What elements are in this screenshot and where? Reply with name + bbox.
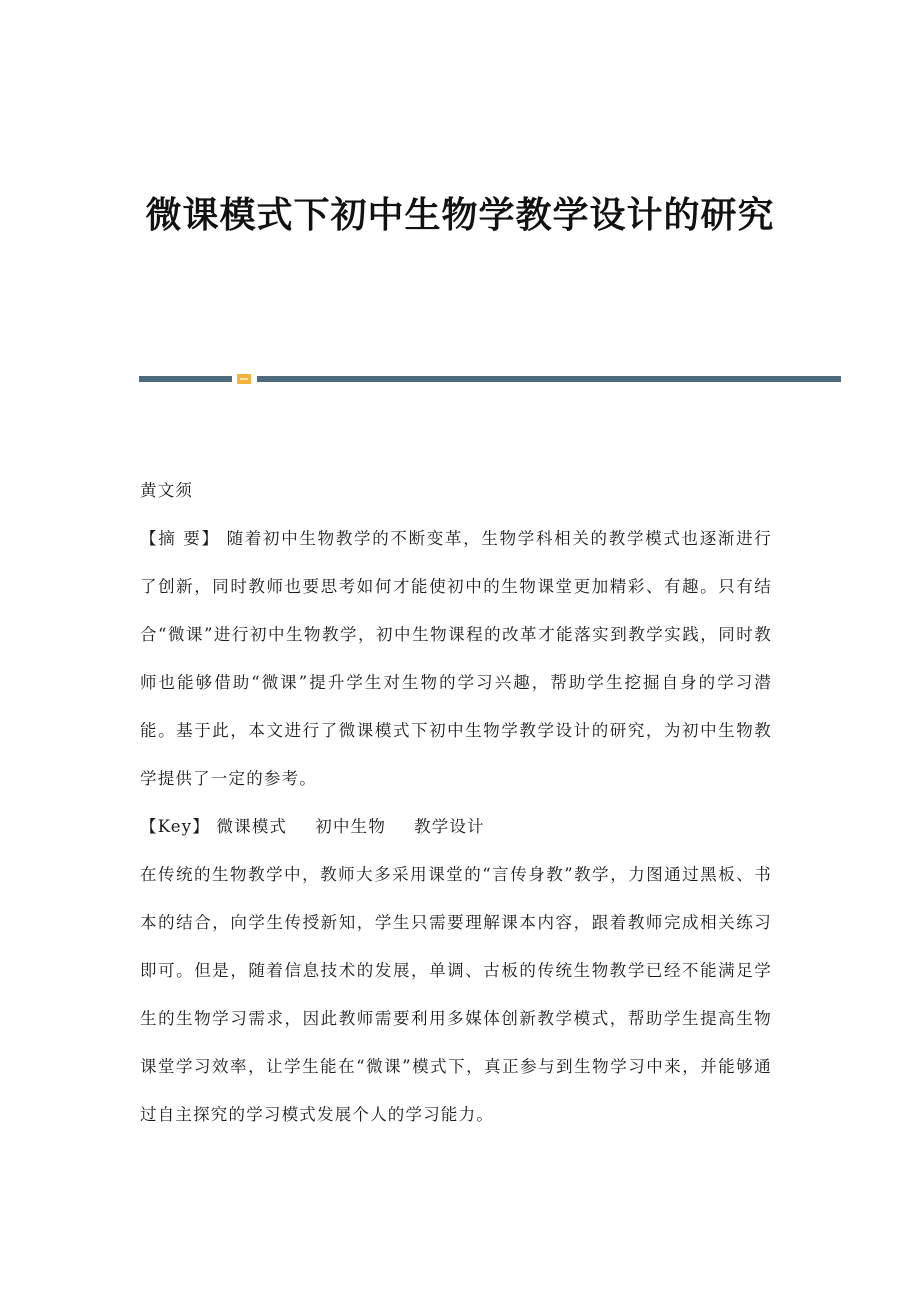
keywords-line — [140, 803, 772, 851]
author-name: 黄文须 — [140, 481, 194, 500]
keyword-item: 教学设计 — [414, 817, 485, 836]
divider-bar-left — [139, 376, 232, 382]
abstract-text: 随着初中生物教学的不断变革，生物学科相关的教学模式也逐渐进行了创新，同时教师也要思考如何才能使初中的生物课堂更加精彩、有趣。只有结合“微课”进行初中生物教学，初中生物课程的改革才能落实到教学实践，同时教师也能够借助“微课”提升学生对生物的学习兴趣，帮助学生挖掘自身的学习潜能。基于此，本文进行了微课模式下初中生物学教学设计的研究，为初中生物教学提供了一定的参考。 — [140, 529, 773, 788]
abstract-label: 【摘 要】 — [140, 529, 220, 548]
document-body — [140, 467, 772, 1139]
keyword-item: 微课模式 — [216, 817, 288, 836]
divider-bar-right — [257, 376, 841, 382]
abstract-paragraph — [140, 515, 772, 803]
document-title: 微课模式下初中生物学教学设计的研究 — [145, 194, 775, 236]
keywords-label: 【Key】 — [140, 817, 210, 836]
divider-mark-icon — [237, 374, 251, 384]
body-paragraph: 在传统的生物教学中，教师大多采用课堂的“言传身教”教学，力图通过黑板、书本的结合，向学生传授新知，学生只需要理解课本内容，跟着教师完成相关练习即可。但是，随着信息技术的发展，单调、古板的传统生物教学已经不能满足学生的生物学习需求，因此教师需要利用多媒体创新教学模式，帮助学生提高生物课堂学习效率，让学生能在“微课”模式下，真正参与到生物学习中来，并能够通过自主探究的学习模式发展个人的学习能力。 — [140, 865, 772, 1124]
title-divider — [139, 373, 841, 385]
keyword-item: 初中生物 — [315, 817, 387, 836]
